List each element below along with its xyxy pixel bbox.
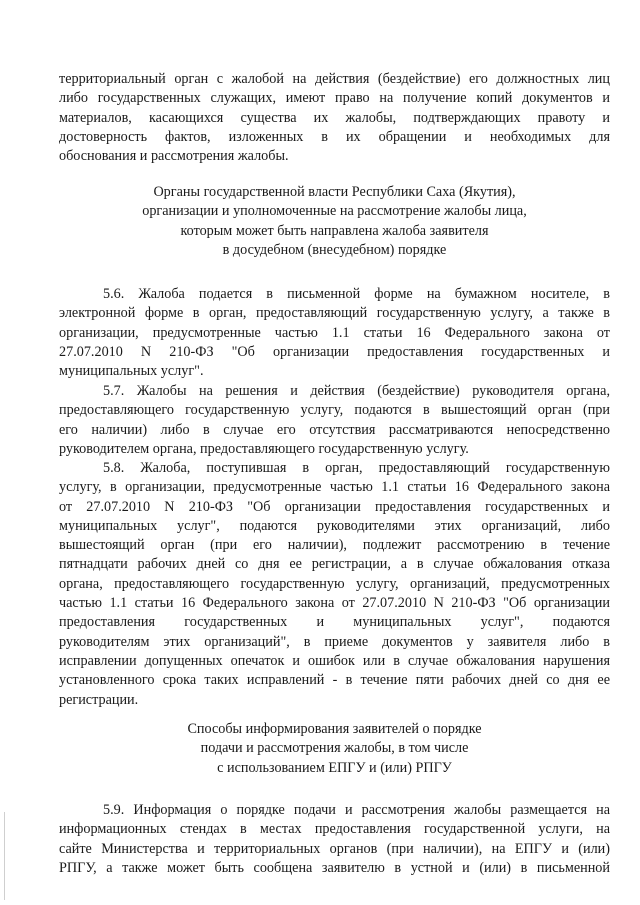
text-line: 5.7. Жалобы на решения и действия (бездействие) руководителя органа, — [103, 383, 610, 399]
text-line: исправлении допущенных опечаток и ошибок или в случае обжалования нарушения — [59, 652, 610, 669]
text-line: достоверность фактов, изложенных в их обращении и необходимых для — [59, 128, 610, 145]
text-line: территориальный орган с жалобой на действия (бездействие) его должностных лиц — [59, 71, 610, 87]
heading-line: подачи и рассмотрения жалобы, в том числе — [200, 740, 469, 757]
heading-line: в досудебном (внесудебном) порядке — [222, 241, 447, 258]
section-heading-methods — [59, 720, 610, 778]
heading-line: которым может быть направлена жалоба заявителя — [180, 222, 489, 239]
text-line: электронной форме в орган, предоставляющий государственную услугу, а также в — [59, 305, 610, 322]
text-line: от 27.07.2010 N 210-ФЗ "Об организации предоставления государственных и — [59, 498, 610, 515]
text-line: предоставления государственных и муниципальных услуг", подаются — [59, 614, 610, 631]
section-heading-organs — [59, 183, 610, 260]
text-line: 5.6. Жалоба подается в письменной форме на бумажном носителе, в — [103, 286, 610, 302]
text-line: руководителем органа, предоставляющего государственную услугу. — [59, 440, 469, 457]
heading-line: Способы информирования заявителей о порядке — [187, 721, 482, 737]
text-line: сайте Министерства и территориальных органов (при наличии), на ЕПГУ и (или) — [59, 840, 610, 857]
text-line: пятнадцати рабочих дней со дня ее регистрации, а в случае обжалования отказа — [59, 556, 610, 573]
text-line: предоставляющего государственную услугу, подаются в вышестоящий орган (при — [59, 402, 610, 419]
text-line: обоснования и рассмотрения жалобы. — [59, 148, 289, 165]
heading-line: Органы государственной власти Республики Саха (Якутия), — [153, 184, 516, 200]
text-line: муниципальных услуг". — [59, 363, 204, 380]
text-line: частью 1.1 статьи 16 Федерального закона от 27.07.2010 N 210-ФЗ "Об организации — [59, 595, 610, 612]
text-line: РПГУ, а также может быть сообщена заявителю в устной и (или) в письменной — [59, 859, 610, 876]
heading-line: с использованием ЕПГУ и (или) РПГУ — [217, 759, 452, 776]
paragraph-5-7 — [59, 382, 610, 459]
heading-line: организации и уполномоченные на рассмотрение жалобы лица, — [142, 203, 527, 220]
text-line: информационных стендах в местах предоставления государственной услуги, на — [59, 821, 610, 838]
scan-edge-mark — [4, 812, 5, 900]
text-line: организации, предусмотренные частью 1.1 статьи 16 Федерального закона от — [59, 324, 610, 341]
text-line: услугу, в организации, предусмотренные частью 1.1 статьи 16 Федерального закона — [59, 479, 610, 496]
paragraph-5-9 — [59, 801, 610, 878]
text-line: 27.07.2010 N 210-ФЗ "Об организации предоставления государственных и — [59, 343, 610, 360]
text-line: 5.9. Информация о порядке подачи и рассмотрения жалобы размещается на — [103, 802, 610, 818]
paragraph-5-6 — [59, 285, 610, 381]
text-line: либо государственных служащих, имеют право на получение копий документов и — [59, 90, 610, 107]
text-line: вышестоящий орган (при его наличии), подлежит рассмотрению в течение — [59, 537, 610, 554]
text-line: установленного срока таких исправлений - в течение пяти рабочих дней со дня ее — [59, 672, 610, 689]
text-line: его наличии) либо в случае его отсутствия рассматриваются непосредственно — [59, 421, 610, 438]
paragraph-5-8 — [59, 459, 610, 710]
text-line: органа, предоставляющего государственную услугу, организаций, предусмотренных — [59, 575, 610, 592]
text-line: регистрации. — [59, 691, 139, 708]
text-line: руководителям этих организаций", в приеме документов у заявителя либо в — [59, 633, 610, 650]
text-line: муниципальных услуг", подаются руководителями этих организаций, либо — [59, 517, 610, 534]
text-line: материалов, касающихся существа их жалобы, подтверждающих правоту и — [59, 109, 610, 126]
intro-paragraph — [59, 70, 610, 166]
text-line: 5.8. Жалоба, поступившая в орган, предоставляющий государственную — [103, 460, 610, 476]
